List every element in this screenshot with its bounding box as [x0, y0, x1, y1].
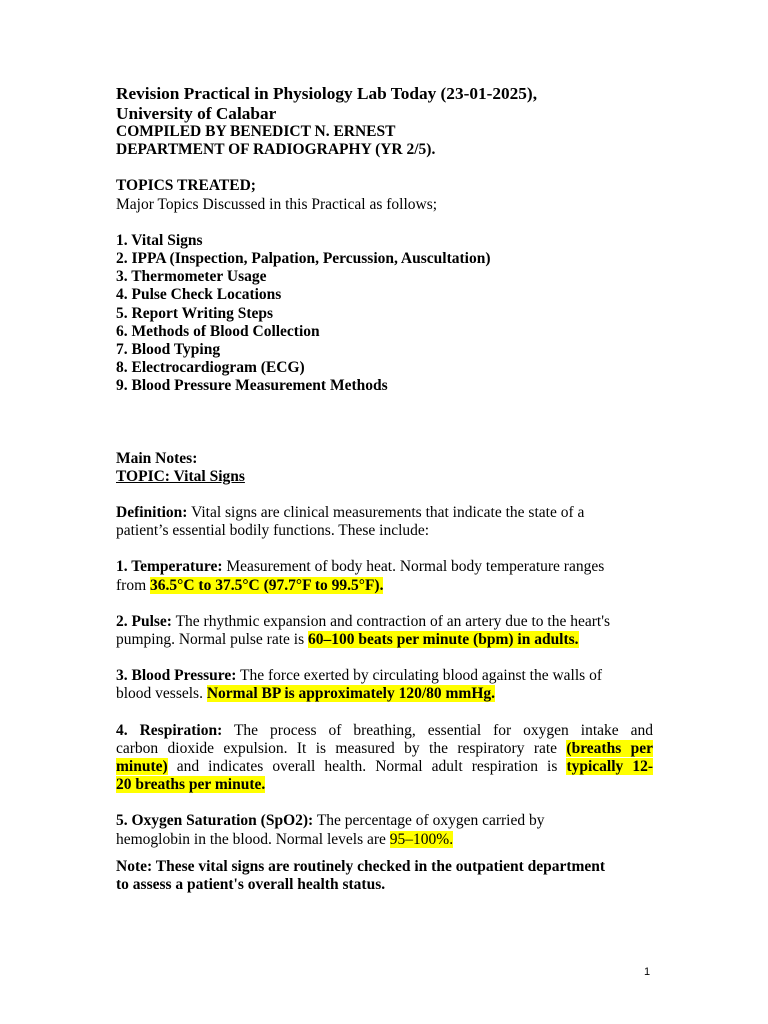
document-title-line-2: University of Calabar — [116, 103, 277, 123]
topic-item: 1. Vital Signs — [116, 231, 203, 249]
spo2-text: The percentage of oxygen carried by — [313, 812, 545, 830]
spo2-paragraph — [116, 812, 653, 848]
blood-pressure-label: 3. Blood Pressure: — [116, 667, 237, 685]
respiration-highlight: 20 breaths per minute. — [116, 776, 266, 794]
compiled-by: COMPILED BY BENEDICT N. ERNEST — [116, 123, 396, 140]
respiration-highlight: minute) — [116, 758, 168, 776]
temperature-text: Measurement of body heat. Normal body temperature ranges — [222, 558, 605, 576]
topic-heading: TOPIC: Vital Signs — [116, 467, 245, 485]
pulse-paragraph — [116, 613, 653, 649]
spo2-highlight: 95–100%. — [389, 830, 454, 848]
topics-list — [116, 232, 653, 396]
topic-item: 7. Blood Typing — [116, 341, 221, 359]
pulse-label: 2. Pulse: — [116, 612, 172, 630]
document-page — [116, 84, 653, 894]
definition-paragraph — [116, 504, 653, 540]
pulse-highlight: 60–100 beats per minute (bpm) in adults. — [308, 631, 579, 649]
definition-label: Definition: — [116, 504, 188, 522]
definition-text-cont: patient’s essential bodily functions. These include: — [116, 522, 430, 540]
note-text: Note: These vital signs are routinely checked in the outpatient department — [116, 857, 606, 875]
document-title-line-1: Revision Practical in Physiology Lab Today (23-01-2025), — [116, 84, 538, 103]
respiration-text-cont: and indicates overall health. Normal adult respiration is — [167, 758, 567, 776]
respiration-label: 4. Respiration: — [116, 721, 223, 739]
respiration-text-cont: carbon dioxide expulsion. It is measured by the respiratory rate — [116, 739, 567, 757]
temperature-text-cont: from — [116, 576, 151, 594]
topics-heading: TOPICS TREATED; — [116, 177, 256, 195]
topic-item: 5. Report Writing Steps — [116, 304, 274, 322]
topic-item: 8. Electrocardiogram (ECG) — [116, 359, 305, 377]
spo2-text-cont: hemoglobin in the blood. Normal levels are — [116, 830, 390, 848]
temperature-paragraph — [116, 558, 653, 594]
main-notes-heading: Main Notes: — [116, 449, 198, 467]
topics-intro: Major Topics Discussed in this Practical as follows; — [116, 195, 438, 213]
topic-item: 2. IPPA (Inspection, Palpation, Percussion, Auscultation) — [116, 250, 491, 268]
note-text-cont: to assess a patient's overall health status. — [116, 876, 386, 894]
respiration-highlight: typically 12- — [566, 758, 653, 776]
temperature-highlight: 36.5°C to 37.5°C (97.7°F to 99.5°F). — [150, 576, 384, 594]
pulse-text: The rhythmic expansion and contraction of an artery due to the heart's — [171, 612, 611, 630]
department: DEPARTMENT OF RADIOGRAPHY (YR 2/5). — [116, 141, 436, 159]
blood-pressure-paragraph — [116, 667, 653, 703]
blood-pressure-text-cont: blood vessels. — [116, 685, 207, 703]
page-number: 1 — [644, 966, 651, 978]
topic-item: 4. Pulse Check Locations — [116, 286, 282, 304]
blood-pressure-highlight: Normal BP is approximately 120/80 mmHg. — [206, 685, 496, 703]
note-paragraph — [116, 858, 653, 894]
topic-item: 3. Thermometer Usage — [116, 268, 267, 286]
spo2-label: 5. Oxygen Saturation (SpO2): — [116, 812, 314, 830]
respiration-highlight: (breaths per — [566, 739, 653, 757]
topic-item: 6. Methods of Blood Collection — [116, 322, 320, 340]
blood-pressure-text: The force exerted by circulating blood against the walls of — [236, 667, 602, 685]
pulse-text-cont: pumping. Normal pulse rate is — [116, 631, 308, 649]
respiration-text: The process of breathing, essential for oxygen intake and — [222, 721, 653, 739]
temperature-label: 1. Temperature: — [116, 558, 223, 576]
definition-text: Vital signs are clinical measurements that indicate the state of a — [187, 504, 585, 522]
respiration-paragraph — [116, 722, 653, 795]
topic-item: 9. Blood Pressure Measurement Methods — [116, 377, 388, 395]
